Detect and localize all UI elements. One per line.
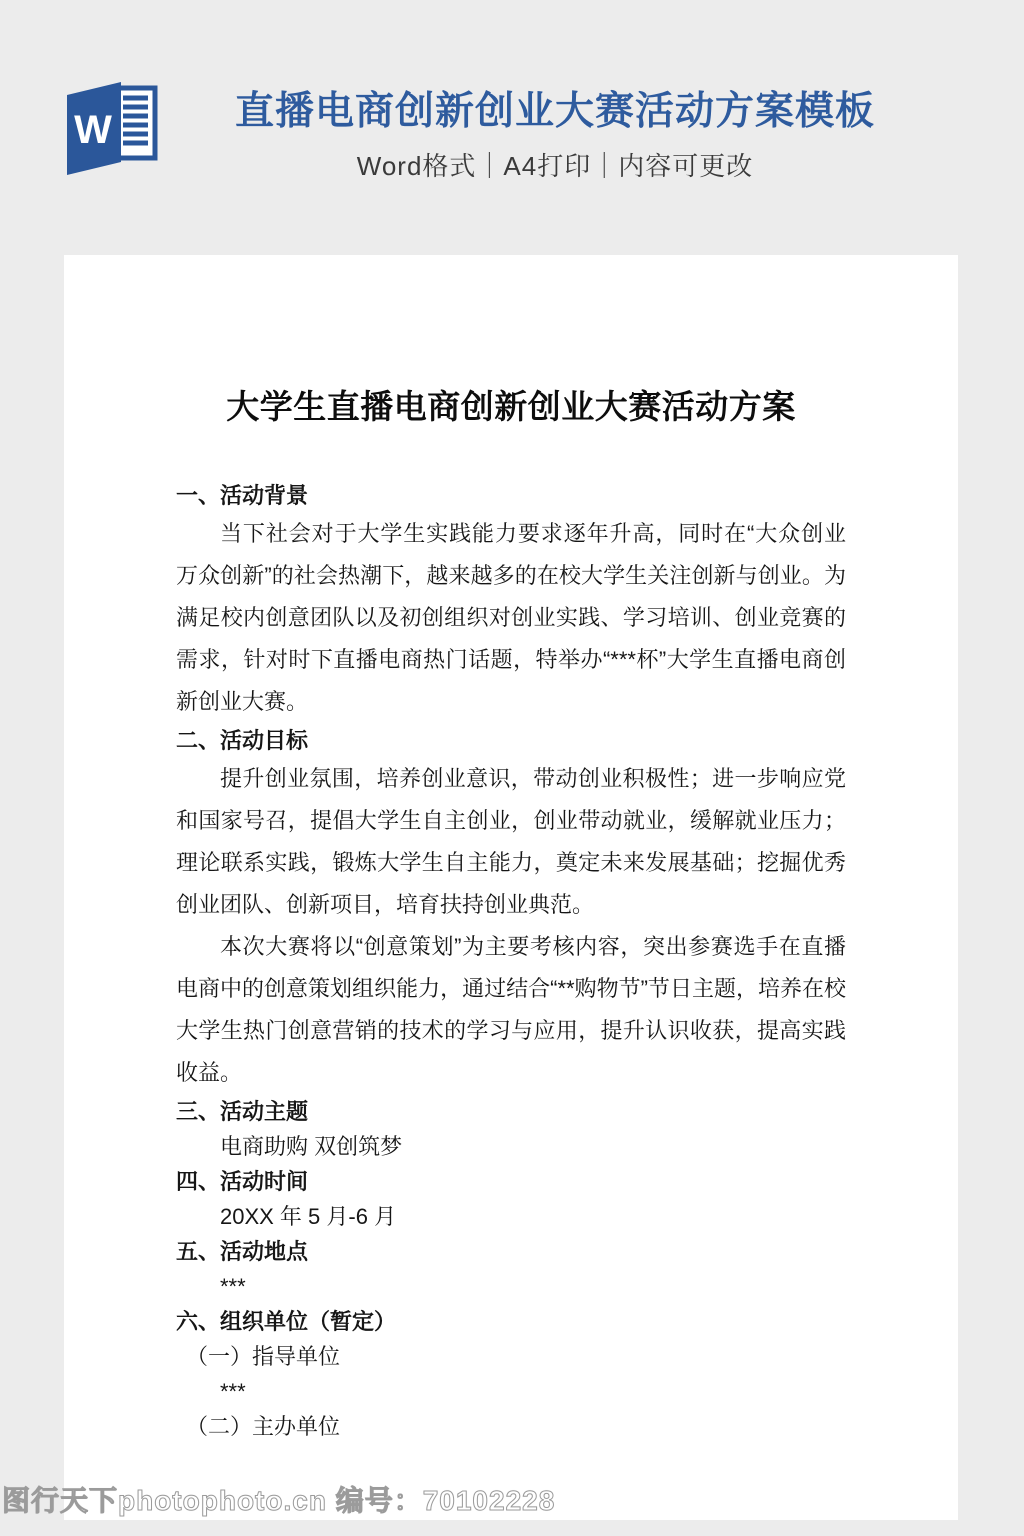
section-heading: 三、活动主题 [176, 1099, 309, 1124]
detail-line: *** [220, 1274, 246, 1299]
detail-line: 电商助购 双创筑梦 [220, 1134, 403, 1159]
body-paragraph: 当下社会对于大学生实践能力要求逐年升高，同时在“大众创业 万众创新”的社会热潮下，越来越多的在校大学生关注创新与创业。为满足校内创意团队以及初创组织对创业实践、学习培训、创业竞赛的需求，针对时下直播电商热门话题，特举办“***杯”大学生直播电商创新创业大赛。 [176, 521, 846, 714]
section-heading: 五、活动地点 [176, 1239, 309, 1264]
sub-section-heading: （一）指导单位 [186, 1344, 341, 1369]
detail-line: *** [220, 1379, 246, 1404]
document-title: 大学生直播电商创新创业大赛活动方案 [226, 388, 796, 425]
section-heading: 六、组织单位（暂定） [176, 1309, 397, 1334]
body-paragraph: 提升创业氛围，培养创业意识，带动创业积极性；进一步响应党和国家号召，提倡大学生自主创业，创业带动就业，缓解就业压力；理论联系实践，锻炼大学生自主能力，奠定未来发展基础；挖掘优秀创业团队、创新项目，培育扶持创业典范。 [176, 766, 846, 917]
site-watermark: 图行天下photophoto.cn 编号：70102228 [2, 1485, 556, 1516]
template-title: 直播电商创新创业大赛活动方案模板 [234, 90, 875, 133]
body-paragraph: 本次大赛将以“创意策划”为主要考核内容，突出参赛选手在直播电商中的创意策划组织能力，通过结合“**购物节”节日主题，培养在校大学生热门创意营销的技术的学习与应用，提升认识收获，提高实践收益。 [176, 934, 846, 1085]
header-text-block [170, 88, 940, 181]
section-heading: 二、活动目标 [176, 728, 309, 753]
word-icon [63, 80, 163, 180]
sub-section-heading: （二）主办单位 [186, 1414, 341, 1439]
detail-line: 20XX 年 5 月-6 月 [220, 1204, 397, 1229]
template-subtitle: Word格式｜A4打印｜内容可更改 [356, 151, 754, 181]
document-body [176, 478, 846, 1444]
word-icon-letter: W [74, 108, 112, 152]
section-heading: 一、活动背景 [176, 483, 309, 508]
template-header [0, 0, 1024, 255]
document-page [64, 255, 958, 1520]
section-heading: 四、活动时间 [176, 1169, 309, 1194]
